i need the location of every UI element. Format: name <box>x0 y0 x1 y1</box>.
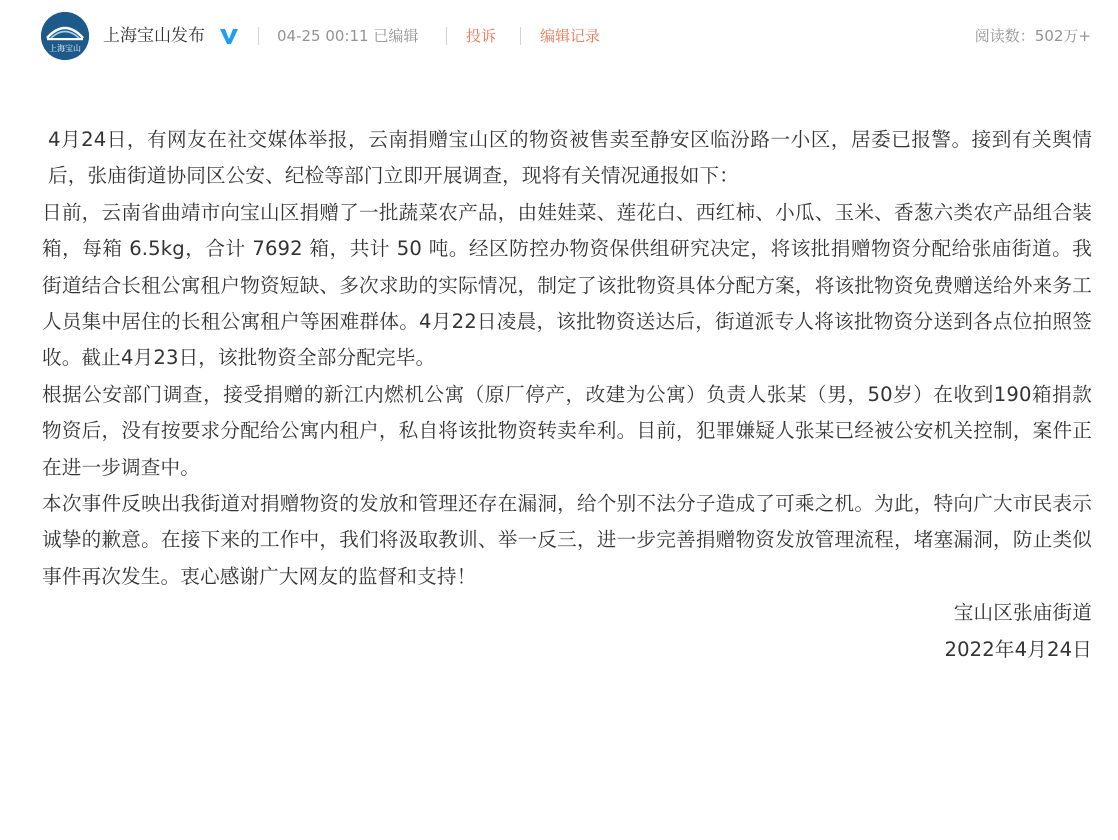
post-paragraph: 根据公安部门调查，接受捐赠的新江内燃机公寓（原厂停产，改建为公寓）负责人张某（男，50岁）在收到190箱捐款物资后，没有按要求分配给公寓内租户，私自将该批物资转卖牟利。目前，犯罪嫌疑人张某已经被公安机关控制，案件正在进一步调查中。 <box>42 382 1092 479</box>
post-paragraph: 日前，云南省曲靖市向宝山区捐赠了一批蔬菜农产品，由娃娃菜、莲花白、西红柿、小瓜、玉米、香葱六类农产品组合装箱，每箱 6.5kg，合计 7692 箱，共计 50 吨。经区防控办物资保供组研究决定，将该批捐赠物资分配给张庙街道。我街道结合长租公寓租户物资短缺、多次求助的实际情况，制定了该批物资具体分配方案，将该批物资免费赠送给外来务工人员集中居住的长租公寓租户等困难群体。4月22日凌晨，该批物资送达后，街道派专人将该批物资分送到各点位拍照签收。截止4月23日，该批物资全部分配完毕。 <box>42 200 1092 370</box>
post-paragraph: 4月24日，有网友在社交媒体举报，云南捐赠宝山区的物资被售卖至静安区临汾路一小区，居委已报警。接到有关舆情后，张庙街道协同区公安、纪检等部门立即开展调查，现将有关情况通报如下： <box>48 128 1092 188</box>
divider <box>446 27 447 45</box>
post-body <box>42 122 1092 668</box>
complain-link[interactable]: 投诉 <box>466 27 497 45</box>
post-signature: 宝山区张庙街道 <box>953 601 1092 625</box>
divider <box>520 27 521 45</box>
post-header <box>0 0 1118 72</box>
post-date: 2022年4月24日 <box>944 637 1092 661</box>
post-timestamp: 04-25 00:11 已编辑 <box>277 27 419 45</box>
read-count: 阅读数：502万+ <box>974 27 1091 45</box>
verified-badge-icon <box>217 24 241 48</box>
divider <box>258 27 259 45</box>
post-paragraph: 本次事件反映出我街道对捐赠物资的发放和管理还存在漏洞，给个别不法分子造成了可乘之机。为此，特向广大市民表示诚挚的歉意。在接下来的工作中，我们将汲取教训、举一反三，进一步完善捐赠物资发放管理流程，堵塞漏洞，防止类似事件再次发生。衷心感谢广大网友的监督和支持！ <box>42 492 1092 588</box>
avatar[interactable] <box>41 12 89 60</box>
author-name[interactable]: 上海宝山发布 <box>103 26 205 46</box>
avatar-logo-text: 上海宝山 <box>49 44 81 53</box>
edit-history-link[interactable]: 编辑记录 <box>540 27 601 45</box>
baoshan-logo-icon <box>41 12 89 60</box>
